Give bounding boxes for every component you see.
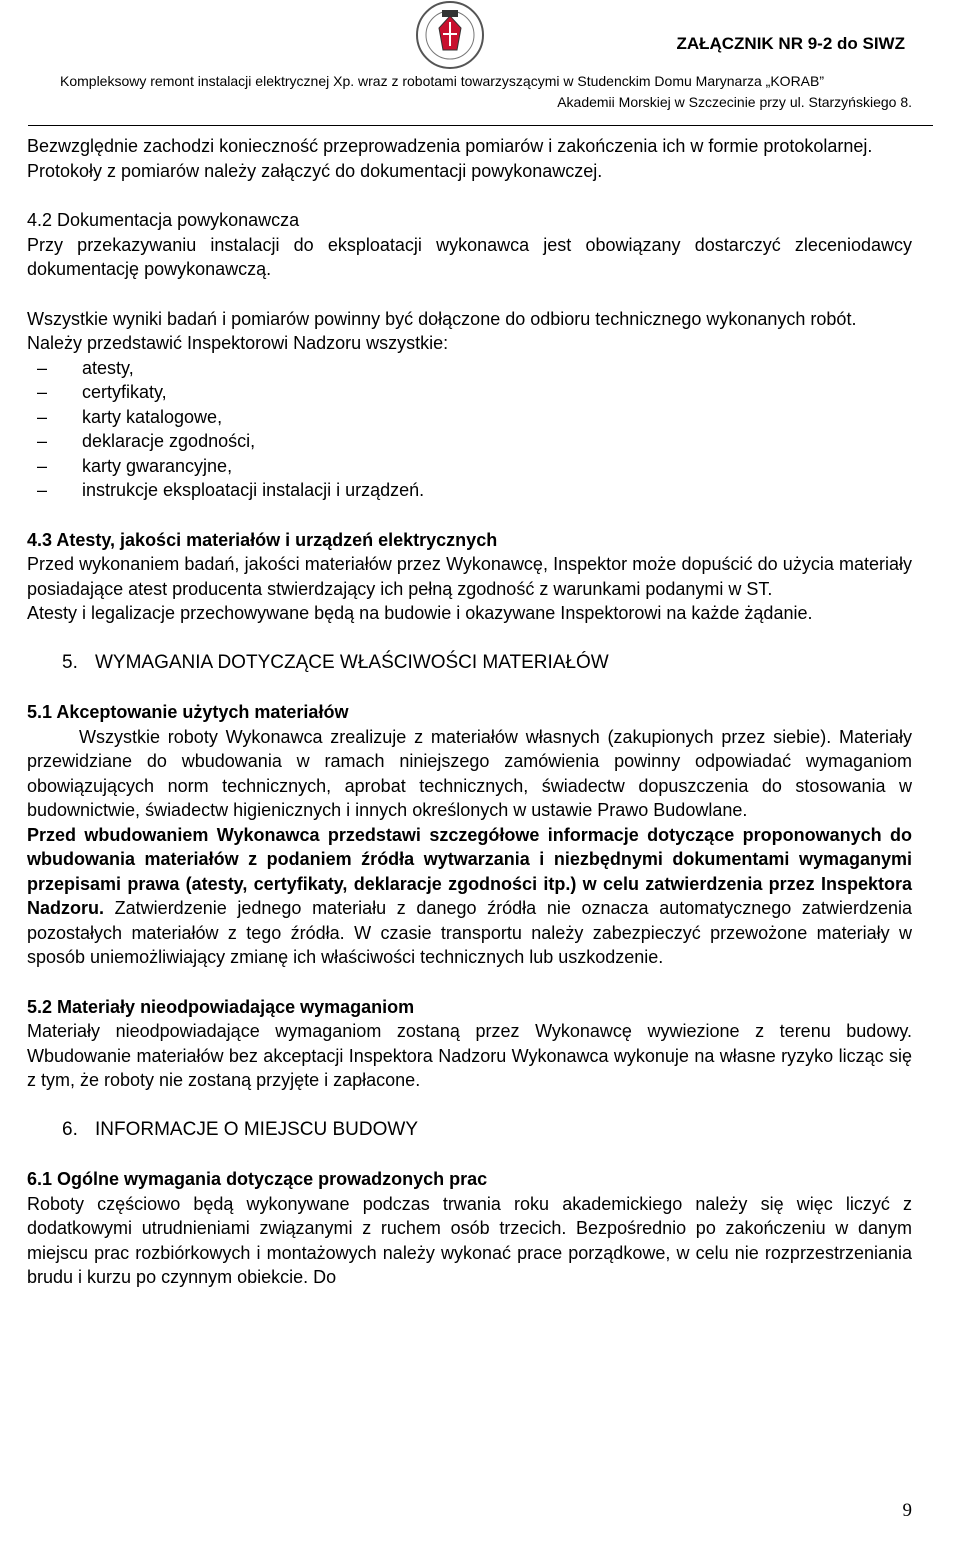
paragraph: Protokoły z pomiarów należy załączyć do dokumentacji powykonawczej. xyxy=(27,160,603,181)
document-body xyxy=(27,134,912,1290)
section-heading-4-3: 4.3 Atesty, jakości materiałów i urządzeń elektrycznych xyxy=(27,529,498,550)
section-heading-5-2: 5.2 Materiały nieodpowiadające wymaganiom xyxy=(27,996,415,1017)
paragraph: Bezwzględnie zachodzi konieczność przeprowadzenia pomiarów i zakończenia ich w formie protokolarnej. xyxy=(27,136,873,156)
list-item: – deklaracje zgodności, xyxy=(27,429,912,454)
paragraph: Należy przedstawić Inspektorowi Nadzoru wszystkie: xyxy=(27,333,449,353)
dash-bullet-icon: – xyxy=(36,357,47,378)
list-item: – atesty, xyxy=(27,356,912,381)
paragraph: Przed wbudowaniem Wykonawca przedstawi szczegółowe informacje dotyczące proponowanych do wbudowania materiałów z podaniem źródła wytwarzania i niezbędnymi dokumentami wymaganymi przepisami prawa (atesty, certyfikaty, deklaracje zgodności itp.) w celu zatwierdzenia przez Inspektora Nadzoru. Zatwierdzenie jednego materiału z danego źródła nie oznacza automatycznego zatwierdzenia pozostałych materiałów z tego źródła. W czasie transportu należy zabezpieczyć przewożone materiały w sposób uniemożliwiający zmianę ich właściwości technicznych lub uszkodzenie. xyxy=(27,824,912,967)
project-title-line-1: Kompleksowy remont instalacji elektrycznej Xp. wraz z robotami towarzyszącymi w Studenckim Domu Marynarza „KORAB” xyxy=(60,73,825,89)
paragraph: Wszystkie wyniki badań i pomiarów powinny być dołączone do odbioru technicznego wykonanych robót. xyxy=(27,308,857,329)
section-heading-6-1: 6.1 Ogólne wymagania dotyczące prowadzonych prac xyxy=(27,1169,488,1189)
section-heading-4-2: 4.2 Dokumentacja powykonawcza xyxy=(27,210,300,230)
paragraph: Roboty częściowo będą wykonywane podczas trwania roku akademickiego należy się więc liczyć z dodatkowymi utrudnieniami związanymi z ruchem osób trzecich. Bezpośrednio po zakończeniu w danym miejscu prac rozbiórkowych i montażowych należy wykonać prace porządkowe, w celu nie rozprzestrzeniania brudu i kurzu po czynnym obiekcie. Do xyxy=(27,1193,912,1287)
chapter-heading-6: 6. INFORMACJE O MIEJSCU BUDOWY xyxy=(62,1118,419,1140)
dash-bullet-icon: – xyxy=(36,382,47,402)
page-number: 9 xyxy=(902,1500,912,1521)
chapter-heading-5: 5. WYMAGANIA DOTYCZĄCE WŁAŚCIWOŚCI MATERIAŁÓW xyxy=(62,651,609,673)
dash-bullet-icon: – xyxy=(36,480,47,500)
page-header xyxy=(0,0,960,132)
dash-bullet-icon: – xyxy=(36,431,47,451)
paragraph: Materiały nieodpowiadające wymaganiom zostaną przez Wykonawcę wywiezione z terenu budowy. Wbudowanie materiałów bez akceptacji Inspektora Nadzoru Wykonawca wykonuje na własne ryzyko licząc się z tym, że roboty nie zostaną przyjęte i zapłacone. xyxy=(27,1021,912,1090)
project-title-line-2: Akademii Morskiej w Szczecinie przy ul. Starzyńskiego 8. xyxy=(557,94,912,110)
list-item: – karty katalogowe, xyxy=(27,405,912,430)
list-item: – instrukcje eksploatacji instalacji i urządzeń. xyxy=(27,478,912,503)
documents-list xyxy=(27,356,912,503)
header-divider xyxy=(28,125,933,126)
dash-bullet-icon: – xyxy=(36,455,47,476)
dash-bullet-icon: – xyxy=(36,406,47,427)
paragraph: Wszystkie roboty Wykonawca zrealizuje z materiałów własnych (zakupionych przez siebie). Materiały przewidziane do wbudowania w ramach niniejszego zamówienia powinny odpowiadać wymaganiom obowiązujących norm technicznych, aprobat technicznych, świadectw dopuszczenia do stosowania w budownictwie, świadectw higienicznych i innych określonych w ustawie Prawo Budowlane. xyxy=(27,726,912,820)
list-item: – karty gwarancyjne, xyxy=(27,454,912,479)
paragraph: Atesty i legalizacje przechowywane będą na budowie i okazywane Inspektorowi na każde żądanie. xyxy=(27,603,813,623)
paragraph: Przed wykonaniem badań, jakości materiałów przez Wykonawcę, Inspektor może dopuścić do użycia materiały posiadające atest producenta stwierdzający ich pełną zgodność z warunkami podanymi w ST. xyxy=(27,554,912,599)
paragraph: Przy przekazywaniu instalacji do eksploatacji wykonawca jest obowiązany dostarczyć zleceniodawcy dokumentację powykonawczą. xyxy=(27,234,912,279)
list-item: – certyfikaty, xyxy=(27,380,912,405)
annex-label: ZAŁĄCZNIK NR 9-2 do SIWZ xyxy=(676,34,905,53)
section-heading-5-1: 5.1 Akceptowanie użytych materiałów xyxy=(27,702,349,722)
academy-seal-logo-icon xyxy=(415,0,485,70)
